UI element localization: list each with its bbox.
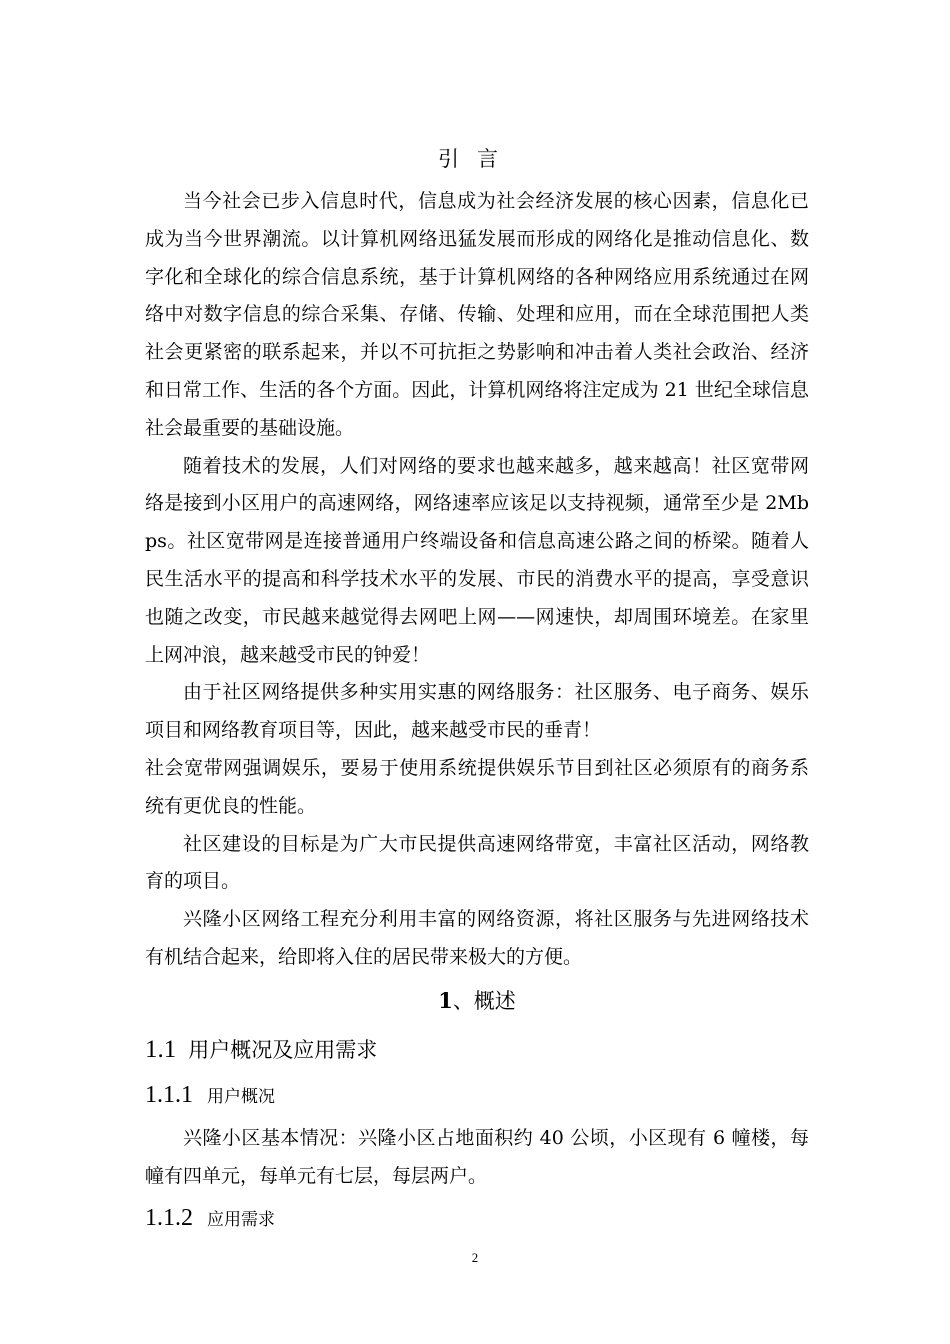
section-1-1-1-title: 用户概况 (207, 1086, 275, 1107)
section-1-1-2-heading (145, 1199, 809, 1239)
section-1-title: 、概述 (452, 988, 516, 1013)
intro-paragraph-3: 由于社区网络提供多种实用实惠的网络服务：社区服务、电子商务、娱乐项目和网络教育项目等，因此，越来越受市民的垂青！ (145, 681, 809, 742)
section-1-1-1-number: 1.1.1 (145, 1081, 193, 1108)
section-1-number: 1 (438, 987, 453, 1013)
section-1-1-heading (145, 1030, 809, 1070)
section-1-1-title: 用户概况及应用需求 (188, 1037, 378, 1062)
section-1-heading (145, 982, 809, 1020)
section-1-1-1-heading (145, 1076, 809, 1116)
section-1-1-2-title: 应用需求 (207, 1210, 275, 1231)
intro-paragraph-1: 当今社会已步入信息时代，信息成为社会经济发展的核心因素，信息化已成为当今世界潮流。以计算机网络迅猛发展而形成的网络化是推动信息化、数字化和全球化的综合信息系统，基于计算机网络的各种网络应用系统通过在网络中对数字信息的综合采集、存储、传输、处理和应用，而在全球范围把人类社会更紧密的联系起来，并以不可抗拒之势影响和冲击着人类社会政治、经济和日常工作、生活的各个方面。因此，计算机网络将注定成为 21 世纪全球信息社会最重要的基础设施。 (145, 190, 809, 439)
intro-paragraph-5: 社区建设的目标是为广大市民提供高速网络带宽，丰富社区活动，网络教育的项目。 (145, 832, 809, 893)
document-title: 引言 (438, 147, 516, 171)
section-1-1-number: 1.1 (145, 1035, 177, 1063)
section-1-1-2-number: 1.1.2 (145, 1205, 193, 1232)
document-page (145, 140, 809, 1243)
section-1-1-1-paragraph: 兴隆小区基本情况：兴隆小区占地面积约 40 公顷，小区现有 6 幢楼，每幢有四单元，每单元有七层，每层两户。 (145, 1126, 809, 1187)
page-number: 2 (471, 1250, 479, 1265)
intro-paragraph-4: 社会宽带网强调娱乐，要易于使用系统提供娱乐节目到社区必须原有的商务系统有更优良的性能。 (145, 756, 809, 817)
intro-paragraph-6: 兴隆小区网络工程充分利用丰富的网络资源，将社区服务与先进网络技术有机结合起来，给即将入住的居民带来极大的方便。 (145, 908, 809, 968)
intro-paragraph-2: 随着技术的发展，人们对网络的要求也越来越多，越来越高！社区宽带网络是接到小区用户的高速网络，网络速率应该足以支持视频，通常至少是 2Mbps。社区宽带网是连接普通用户终端设备和信息高速公路之间的桥梁。随着人民生活水平的提高和科学技术水平的发展、市民的消费水平的提高，享受意识也随之改变，市民越来越觉得去网吧上网——网速快，却周围环境差。在家里上网冲浪，越来越受市民的钟爱！ (145, 454, 809, 666)
